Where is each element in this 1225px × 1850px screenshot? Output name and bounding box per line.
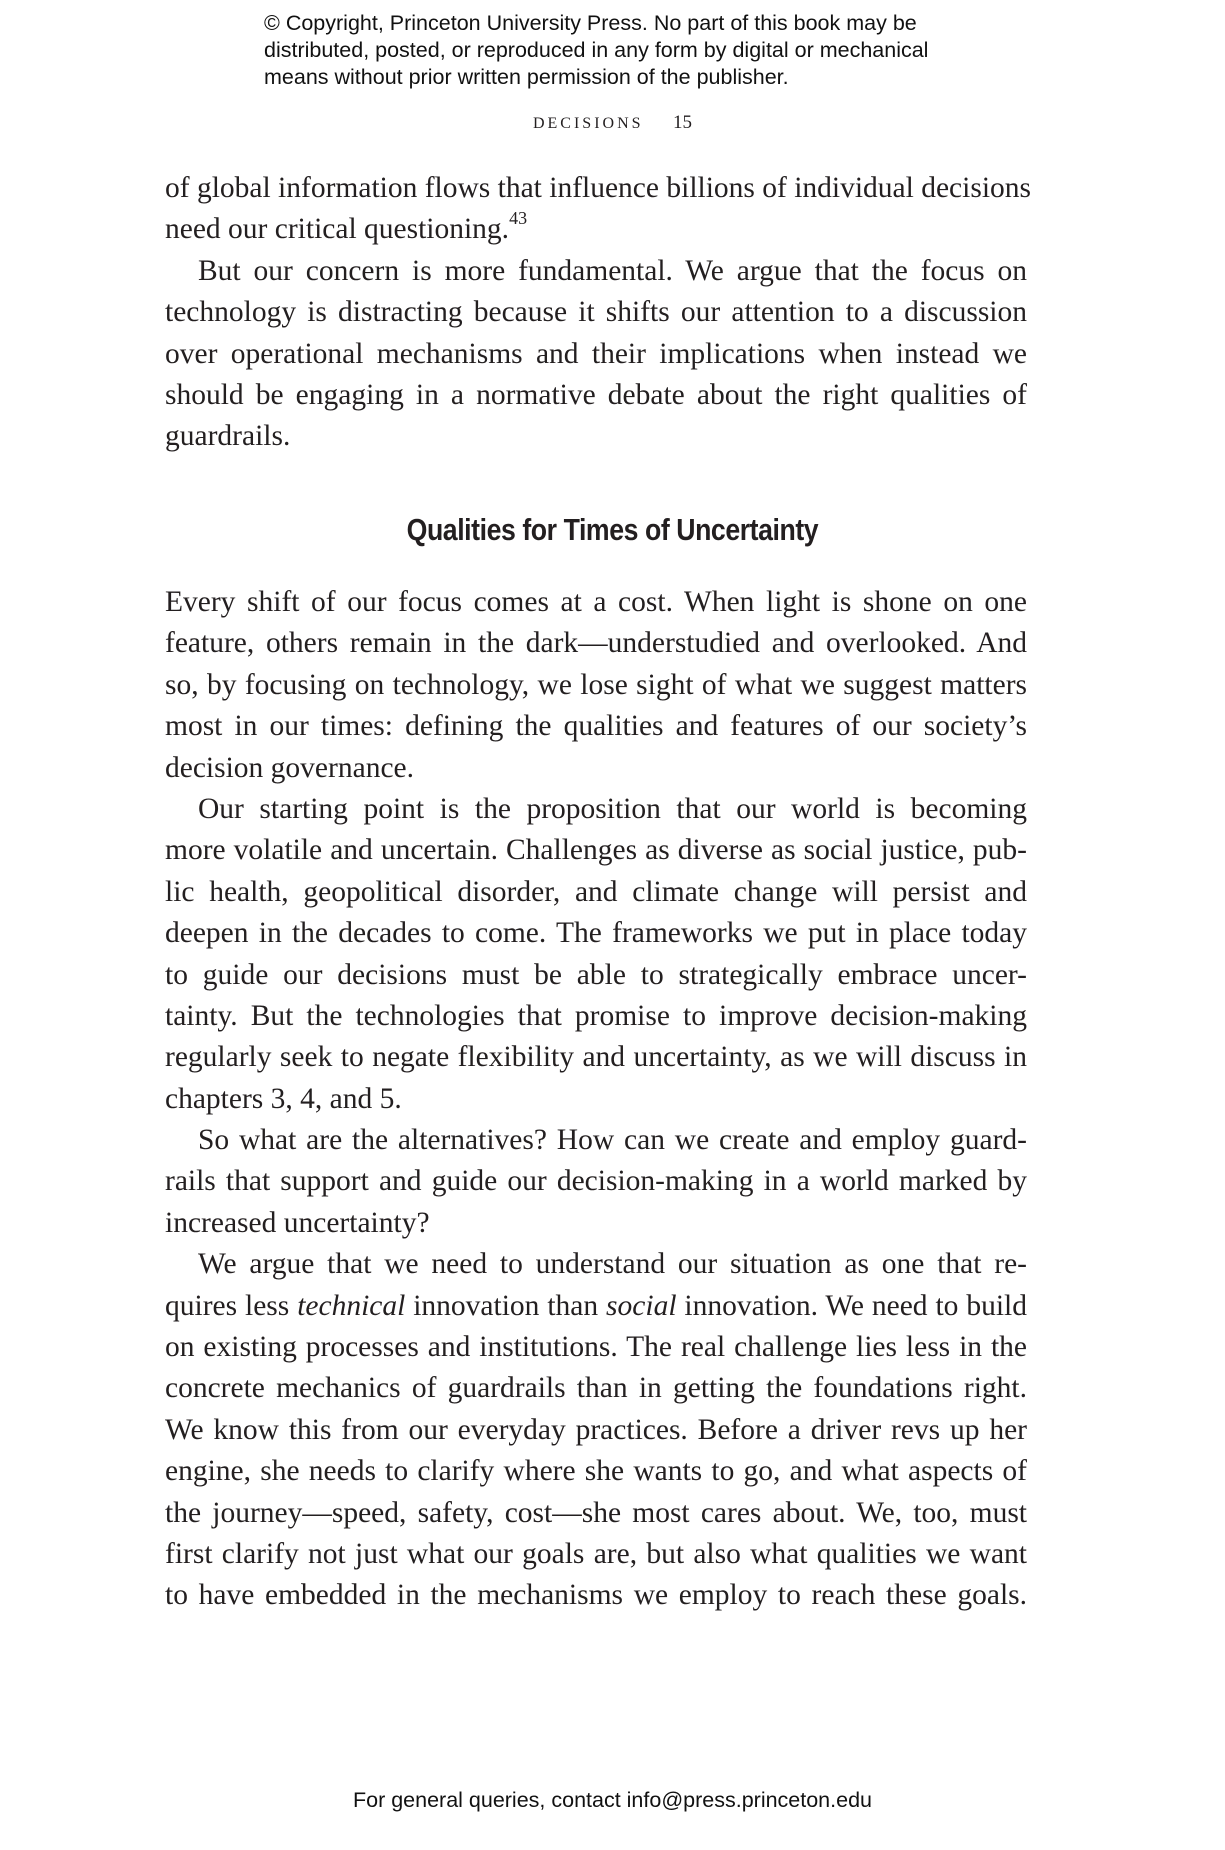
text-line: We know this from our everyday practices. Before a driver revs up her (165, 1413, 1027, 1446)
copyright-line: distributed, posted, or reproduced in any form by digital or mechanical (264, 38, 929, 62)
text-fragment: quires less (165, 1289, 298, 1322)
text-line: should be engaging in a normative debate about the right qualities of (165, 378, 1027, 411)
paragraph-block (165, 168, 1032, 458)
footnote-ref[interactable]: 43 (509, 208, 528, 229)
text-line: so, by focusing on technology, we lose sight of what we suggest matters (165, 668, 1027, 701)
text-line: We argue that we need to understand our situation as one that re- (198, 1248, 1027, 1281)
text-line: So what are the alternatives? How can we create and employ guard- (198, 1124, 1027, 1157)
text-line: deepen in the decades to come. The frameworks we put in place today (165, 917, 1027, 950)
text-fragment: innovation than (405, 1289, 607, 1322)
text-line: on existing processes and institutions. The real challenge lies less in the (165, 1331, 1027, 1364)
text-line: But our concern is more fundamental. We argue that the focus on (198, 254, 1027, 287)
section-heading: Qualities for Times of Uncertainty (406, 512, 819, 547)
text-fragment: need our critical questioning. (165, 213, 510, 246)
text-line: Every shift of our focus comes at a cost. When light is shone on one (165, 586, 1027, 618)
text-line: to have embedded in the mechanisms we employ to reach these goals. (165, 1579, 1027, 1612)
text-line: tainty. But the technologies that promise to improve decision-making (165, 999, 1027, 1032)
text-line: Our starting point is the proposition that our world is becoming (198, 792, 1027, 825)
text-line: technology is distracting because it shifts our attention to a discussion (165, 296, 1027, 329)
text-fragment: innovation. We need to build (676, 1289, 1027, 1322)
text-line (165, 209, 1027, 250)
emphasis: social (606, 1289, 677, 1322)
copyright-line: means without prior written permission of the publisher. (264, 65, 789, 89)
text-line: increased uncertainty? (165, 1206, 430, 1239)
text-line: more volatile and uncertain. Challenges as diverse as social justice, pub- (165, 834, 1027, 867)
footer-contact: For general queries, contact info@press.princeton.edu (352, 1788, 872, 1812)
text-line (165, 1286, 1027, 1327)
copyright-notice (264, 10, 1024, 91)
copyright-line: © Copyright, Princeton University Press. No part of this book may be (264, 11, 917, 35)
text-line: concrete mechanics of guardrails than in getting the foundations right. (165, 1372, 1027, 1405)
emphasis: technical (297, 1289, 406, 1322)
text-line: engine, she needs to clarify where she wants to go, and what aspects of (165, 1455, 1027, 1488)
text-line: to guide our decisions must be able to strategically embrace uncer- (165, 958, 1027, 991)
text-line: guardrails. (165, 420, 291, 453)
running-head (0, 112, 1225, 134)
text-line: lic health, geopolitical disorder, and climate change will persist and (165, 875, 1027, 908)
text-line: feature, others remain in the dark—understudied and overlooked. And (165, 627, 1027, 660)
text-line: most in our times: defining the qualities and features of our society’s (165, 710, 1027, 743)
text-line: over operational mechanisms and their implications when instead we (165, 337, 1027, 370)
page-number: 15 (673, 112, 693, 133)
text-line: chapters 3, 4, and 5. (165, 1082, 402, 1115)
text-line: decision governance. (165, 751, 415, 784)
text-line: rails that support and guide our decision-making in a world marked by (165, 1165, 1027, 1198)
running-head-section: DECISIONS (532, 115, 644, 132)
paragraph-block (165, 582, 1027, 1617)
text-line: first clarify not just what our goals are, but also what qualities we want (165, 1537, 1027, 1570)
text-line: regularly seek to negate flexibility and uncertainty, as we will discuss in (165, 1041, 1027, 1074)
text-line: of global information flows that influence billions of individual decisions (165, 172, 1032, 204)
text-line: the journey—speed, safety, cost—she most cares about. We, too, must (165, 1496, 1027, 1529)
